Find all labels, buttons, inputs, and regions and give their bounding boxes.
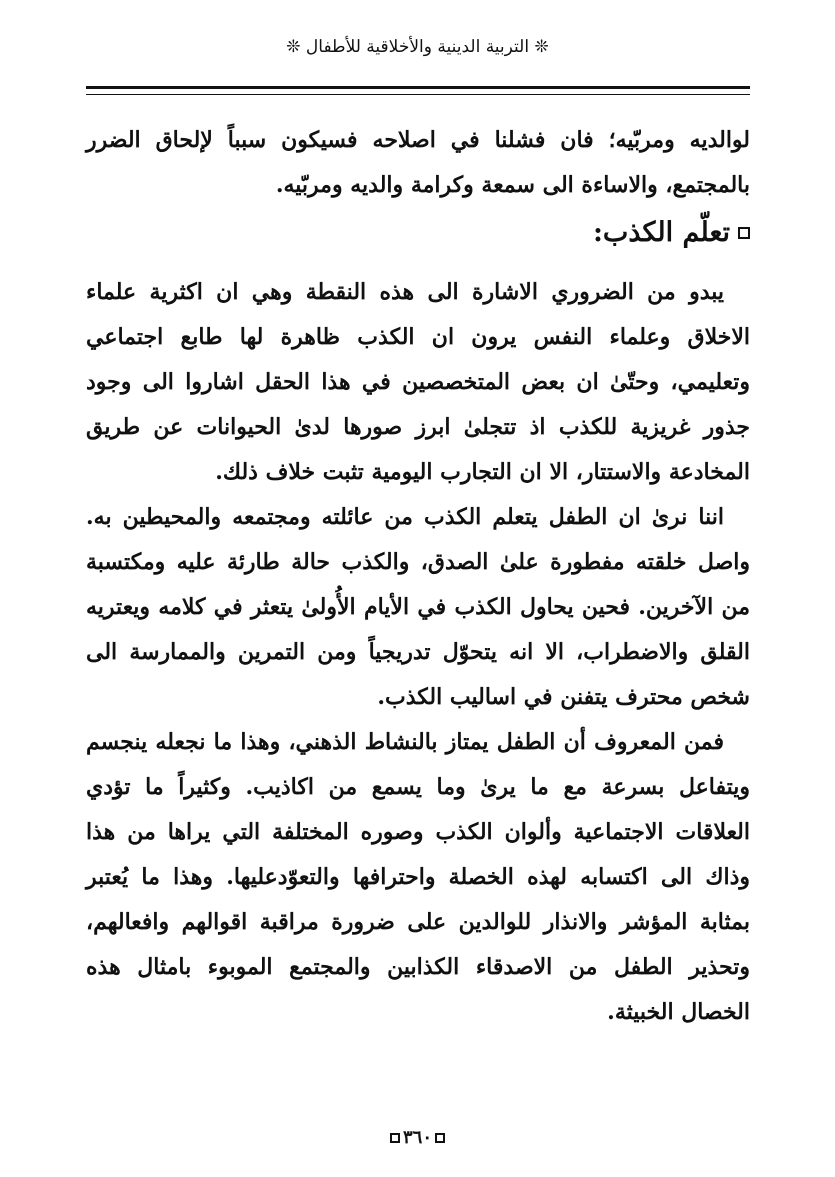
header-rule-thin [86, 94, 750, 95]
running-header: ❊ التربية الدينية والأخلاقية للأطفال ❊ [286, 37, 549, 57]
page-number-text: ٣٦٠ [402, 1127, 432, 1148]
paragraph-continuation: لوالديه ومربّيه؛ فان فشلنا في اصلاحه فسيكون سبباً لإلحاق الضرر بالمجتمع، والاساءة الى سمعة وكرامة والديه ومربّيه. [86, 127, 750, 198]
paragraph: اننا نرىٰ ان الطفل يتعلم الكذب من عائلته ومجتمعه والمحيطين به. واصل خلقته مفطورة علىٰ الصدق، والكذب حالة طارئة عليه ومكتسبة من الآخرين. فحين يحاول الكذب في الأيام الأُولىٰ يتعثر في كلامه ويعتريه القلق والاضطراب، الا انه يتحوّل تدريجياً ومن التمرين والممارسة الى شخص محترف يتفنن في اساليب الكذب. [86, 504, 750, 710]
paragraph: فمن المعروف أن الطفل يمتاز بالنشاط الذهني، وهذا ما نجعله ينجسم ويتفاعل بسرعة مع ما يرىٰ وما يسمع من اكاذيب. وكثيراً ما تؤدي العلاقات الاجتماعية وألوان الكذب وصوره المختلفة التي يراها من هذا وذاك الى اكتسابه لهذه الخصلة واحترافها والتعوّدعليها. وهذا ما يُعتبر بمثابة المؤشر والانذار للوالدين على ضرورة مراقبة اقوالهم وافعالهم، وتحذير الطفل من الاصدقاء الكذابين والمجتمع الموبوء بامثال هذه الخصال الخبيثة. [86, 729, 750, 1025]
square-outline-icon [738, 227, 750, 239]
page-number [0, 1126, 835, 1150]
page-body [86, 118, 750, 1035]
section-heading-text: تعلّم الكذب: [592, 217, 730, 248]
square-outline-icon [390, 1133, 400, 1143]
paragraph: يبدو من الضروري الاشارة الى هذه النقطة وهي ان اكثرية علماء الاخلاق وعلماء النفس يرون ان الكذب ظاهرة لها طابع اجتماعي وتعليمي، وحتّىٰ ان بعض المتخصصين في هذا الحقل اشاروا الى وجود جذور غريزية للكذب اذ تتجلىٰ ابرز صورها لدىٰ الحيوانات عن طريق المخادعة والاستتار، الا ان التجارب اليومية تثبت خلاف ذلك. [86, 279, 750, 485]
square-outline-icon [435, 1133, 445, 1143]
section-heading [86, 210, 750, 256]
header-rule-thick [86, 86, 750, 89]
